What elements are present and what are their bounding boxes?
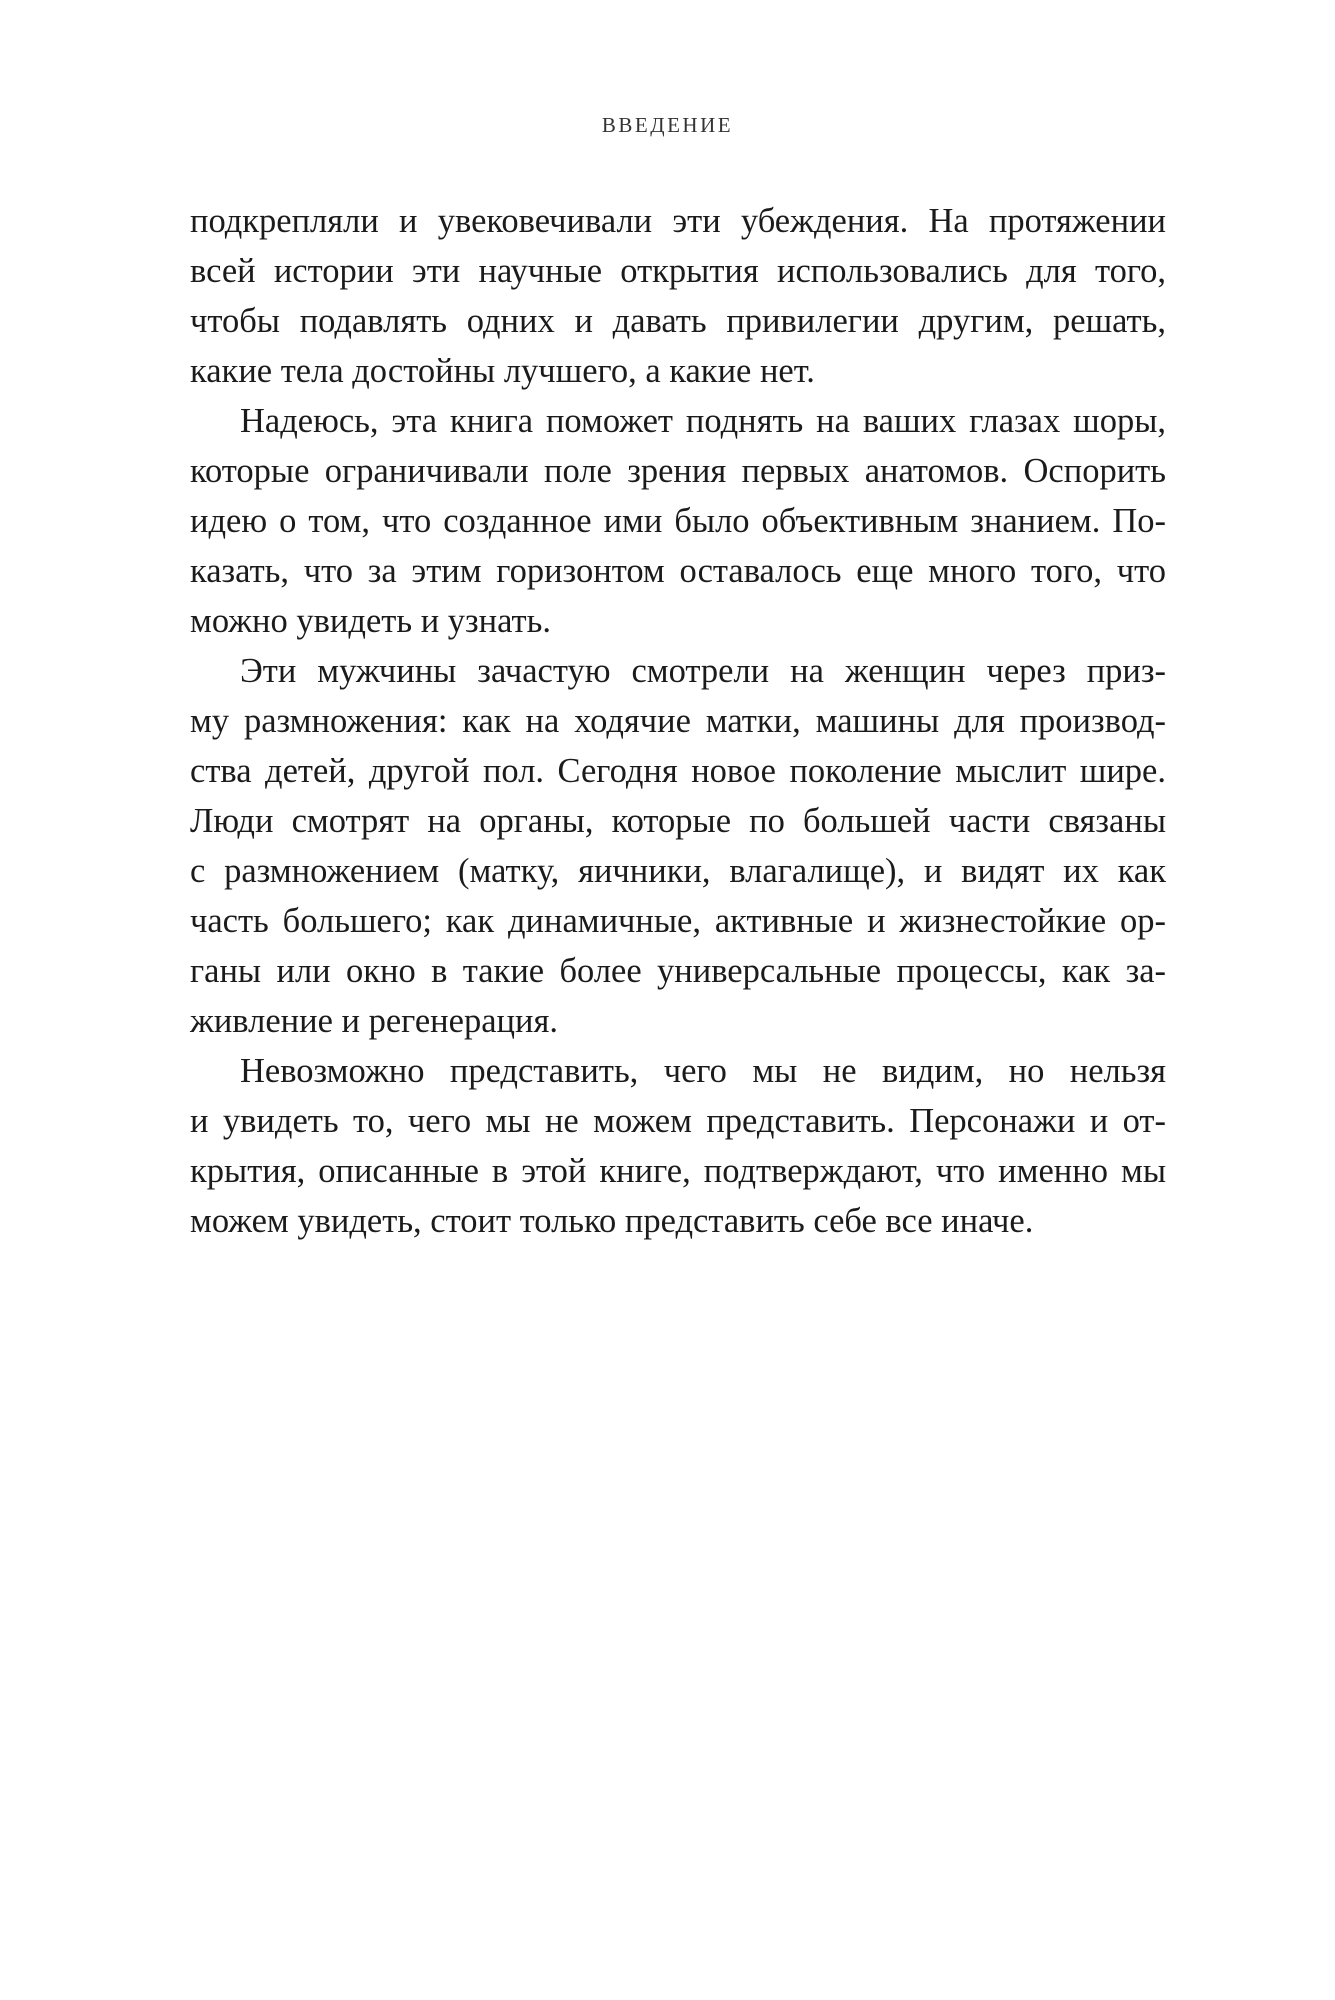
text-line: чтобы подавлять одних и давать привилегии другим, решать, [190, 302, 1166, 340]
text-line: идею о том, что созданное ими было объективным знанием. По- [190, 502, 1166, 540]
text-line: ства детей, другой пол. Сегодня новое поколение мыслит шире. [190, 752, 1166, 790]
text-line: какие тела достойны лучшего, а какие нет. [190, 352, 815, 390]
text-line: с размножением (матку, яичники, влагалище), и видят их как [190, 852, 1166, 890]
paragraph-3 [190, 646, 1166, 1046]
text-line: подкрепляли и увековечивали эти убеждения. На протяжении [190, 202, 1166, 240]
text-line: которые ограничивали поле зрения первых анатомов. Оспорить [190, 452, 1166, 490]
text-line: можно увидеть и узнать. [190, 602, 551, 640]
text-line: можем увидеть, стоит только представить себе все иначе. [190, 1202, 1034, 1240]
running-head: ВВЕДЕНИЕ [601, 113, 734, 137]
text-line: всей истории эти научные открытия использовались для того, [190, 252, 1166, 290]
text-line: и увидеть то, чего мы не можем представить. Персонажи и от- [190, 1102, 1166, 1140]
text-line: Люди смотрят на органы, которые по большей части связаны [190, 802, 1166, 840]
text-line: Невозможно представить, чего мы не видим, но нельзя [240, 1052, 1166, 1090]
paragraph-4 [190, 1046, 1166, 1246]
text-line: Эти мужчины зачастую смотрели на женщин через приз- [240, 652, 1166, 690]
body-text [190, 196, 1166, 1246]
text-line: Надеюсь, эта книга поможет поднять на ваших глазах шоры, [240, 402, 1166, 440]
paragraph-2 [190, 396, 1166, 646]
text-line: живление и регенерация. [190, 1002, 558, 1040]
text-line: крытия, описанные в этой книге, подтверждают, что именно мы [190, 1152, 1166, 1190]
text-line: му размножения: как на ходячие матки, машины для производ- [190, 702, 1166, 740]
text-line: казать, что за этим горизонтом оставалось еще много того, что [190, 552, 1166, 590]
text-line: часть большего; как динамичные, активные и жизнестойкие ор- [190, 902, 1166, 940]
paragraph-1 [190, 196, 1166, 396]
text-line: ганы или окно в такие более универсальные процессы, как за- [190, 952, 1166, 990]
